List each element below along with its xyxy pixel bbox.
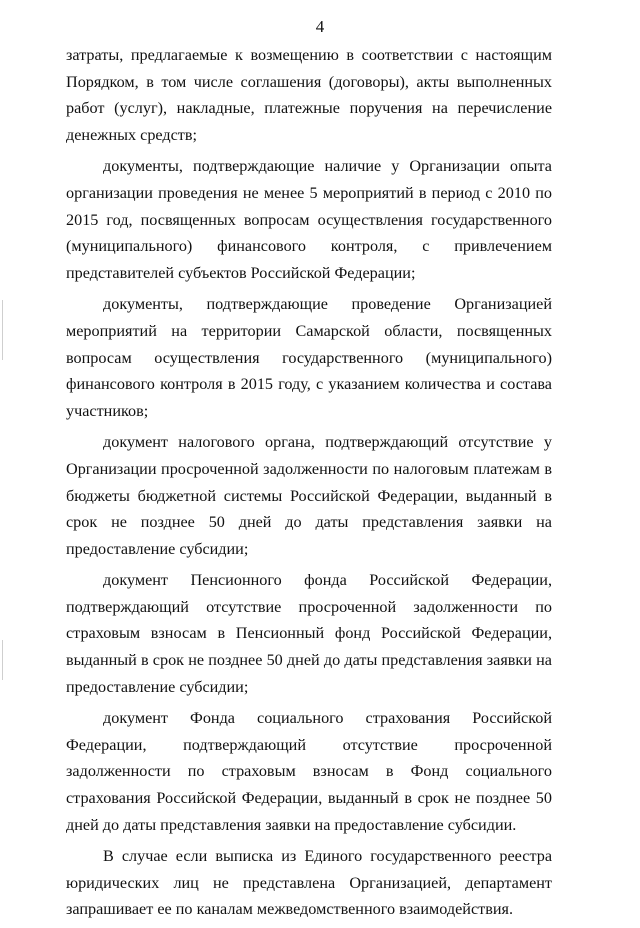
paragraph-experience-documents: документы, подтверждающие наличие у Организации опыта организации проведения не менее 5 мероприятий в период с 2010 по 2015 год, посвященных вопросам осуществления государственного (муниципального) финансового контроля, с привлечением представителей субъектов Российской Федерации;	[66, 157, 552, 282]
paragraph-social-insurance-document: документ Фонда социального страхования Российской Федерации, подтверждающий отсутствие просроченной задолженности по страховым взносам в Фонд социального страхования Российской Федерации, выданный в срок не позднее 50 дней до даты представления заявки на предоставление субсидии.	[66, 709, 552, 834]
scan-edge-mark	[2, 300, 3, 360]
document-body	[66, 42, 552, 928]
paragraph-tax-authority-document: документ налогового органа, подтверждающий отсутствие у Организации просроченной задолженности по налоговым платежам в бюджеты бюджетной системы Российской Федерации, выданный в срок не позднее 50 дней до даты представления заявки на предоставление субсидии;	[66, 433, 552, 558]
paragraph-expense-documents: затраты, предлагаемые к возмещению в соответствии с настоящим Порядком, в том числе соглашения (договоры), акты выполненных работ (услуг), накладные, платежные поручения на перечисление денежных средств;	[66, 46, 552, 144]
scan-edge-mark	[2, 640, 3, 680]
paragraph-pension-fund-document: документ Пенсионного фонда Российской Федерации, подтверждающий отсутствие просроченной задолженности по страховым взносам в Пенсионный фонд Российской Федерации, выданный в срок не позднее 50 дней до даты представления заявки на предоставление субсидии;	[66, 571, 552, 696]
paragraph-samara-events-documents: документы, подтверждающие проведение Организацией мероприятий на территории Самарской области, посвященных вопросам осуществления государственного (муниципального) финансового контроля в 2015 году, с указанием количества и состава участников;	[66, 295, 552, 420]
page-number: 4	[315, 17, 325, 36]
paragraph-registry-extract: В случае если выписка из Единого государственного реестра юридических лиц не представлена Организацией, департамент запрашивает ее по каналам межведомственного взаимодействия.	[66, 847, 552, 919]
